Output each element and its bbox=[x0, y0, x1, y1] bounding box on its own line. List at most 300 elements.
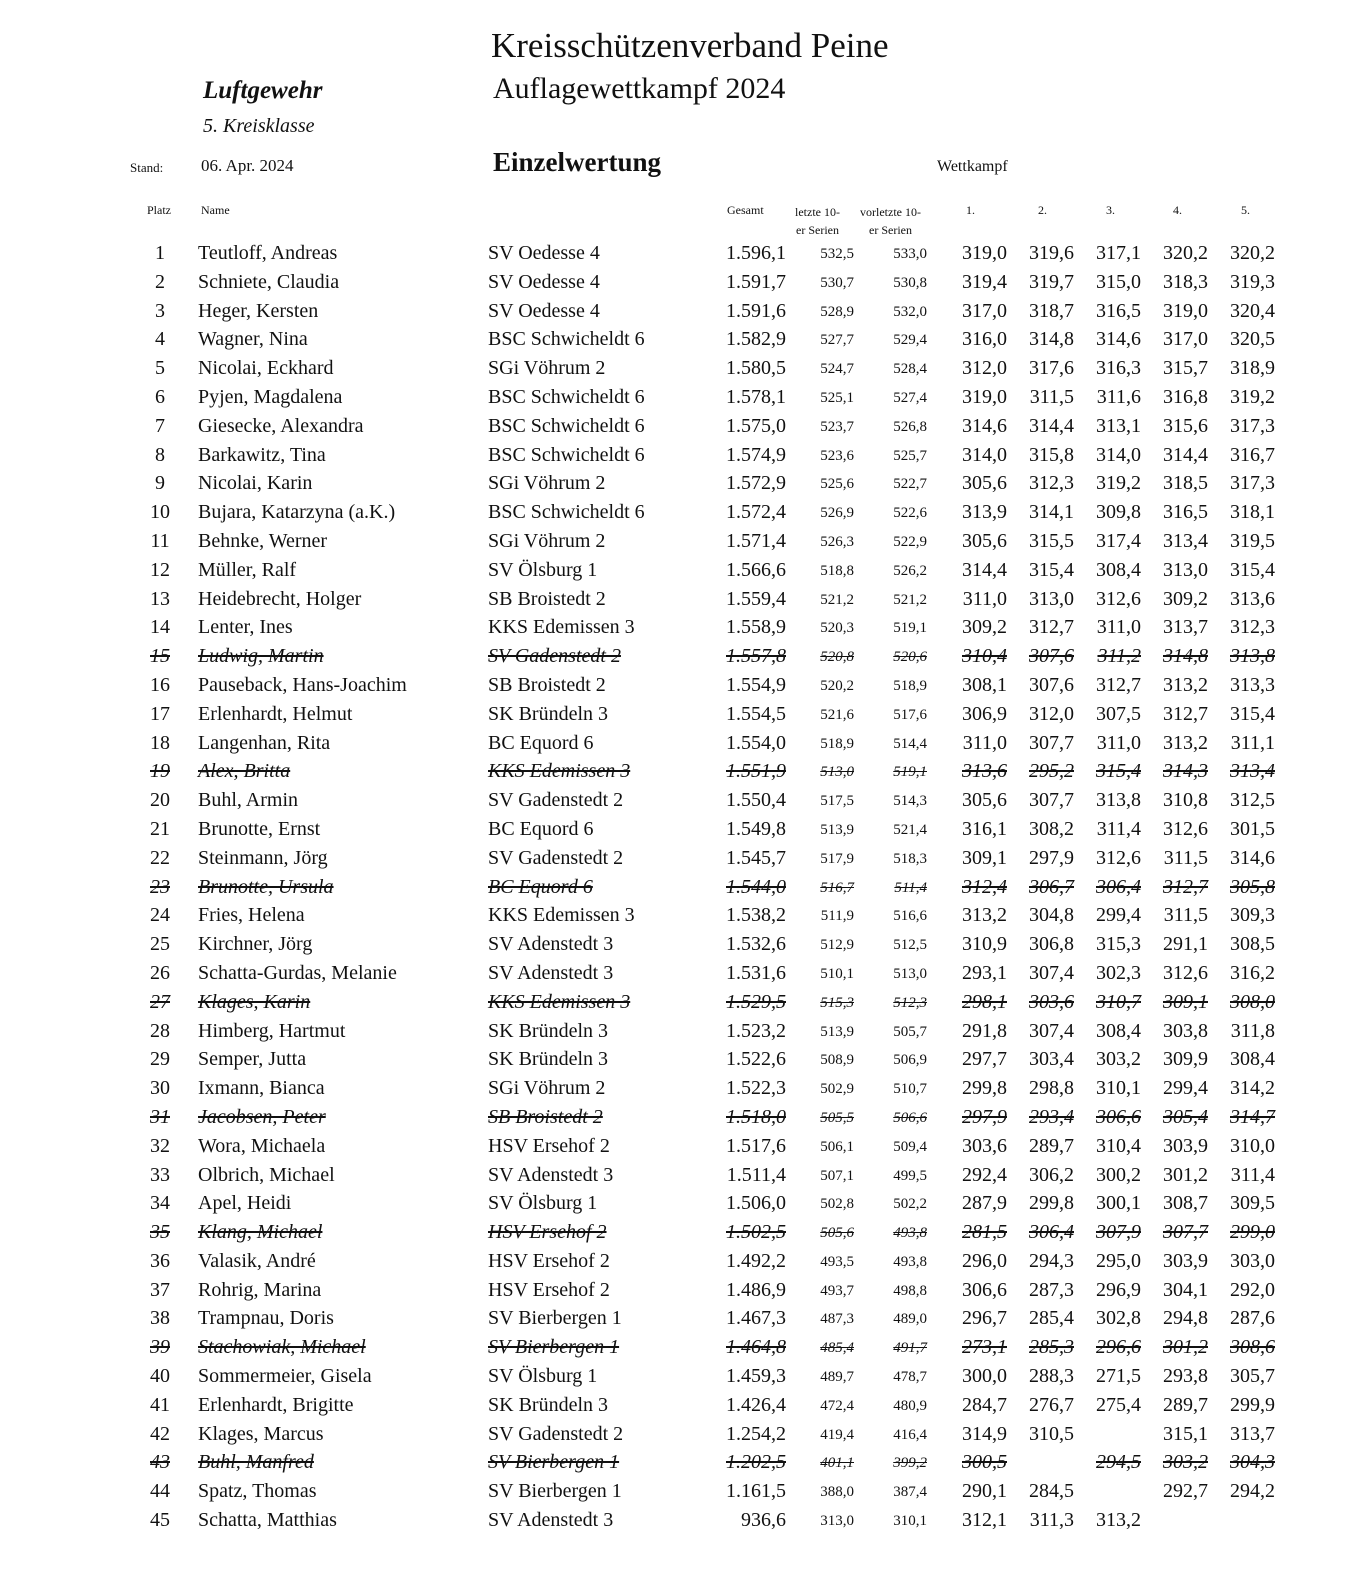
competition-5-cell: 313,3 bbox=[1230, 673, 1275, 696]
competition-5-cell: 311,8 bbox=[1230, 1019, 1275, 1042]
competition-2-cell: 312,3 bbox=[1029, 472, 1074, 495]
platz-cell: 22 bbox=[150, 846, 170, 869]
last-series-cell: 521,6 bbox=[820, 706, 854, 723]
name-cell: Stachowiak, Michael bbox=[198, 1336, 366, 1359]
table-row bbox=[0, 642, 1354, 671]
competition-4-cell: 289,7 bbox=[1163, 1393, 1208, 1416]
competition-5-cell: 287,6 bbox=[1230, 1307, 1275, 1330]
club-cell: SV Ölsburg 1 bbox=[488, 558, 598, 581]
platz-cell: 10 bbox=[150, 501, 170, 524]
platz-cell: 5 bbox=[155, 357, 165, 380]
competition-3-cell: 313,8 bbox=[1096, 789, 1141, 812]
platz-cell: 26 bbox=[150, 961, 170, 984]
competition-2-cell: 284,5 bbox=[1029, 1480, 1074, 1503]
last-series-cell: 401,1 bbox=[820, 1455, 854, 1472]
competition-5-cell: 303,0 bbox=[1230, 1249, 1275, 1272]
competition-1-cell: 300,0 bbox=[962, 1365, 1007, 1388]
last-series-cell: 507,1 bbox=[820, 1167, 854, 1184]
last-series-cell: 513,9 bbox=[820, 1023, 854, 1040]
competition-2-cell: 311,5 bbox=[1029, 385, 1074, 408]
second-last-series-cell: 522,7 bbox=[893, 476, 927, 493]
name-cell: Langenhan, Rita bbox=[198, 731, 331, 754]
competition-1-cell: 303,6 bbox=[962, 1134, 1007, 1157]
competition-3-cell: 306,6 bbox=[1096, 1105, 1141, 1128]
club-cell: SV Oedesse 4 bbox=[488, 242, 600, 264]
second-last-series-cell: 491,7 bbox=[893, 1340, 927, 1357]
club-cell: BC Equord 6 bbox=[488, 731, 594, 754]
name-cell: Ludwig, Martin bbox=[198, 645, 324, 668]
table-row bbox=[0, 297, 1354, 326]
platz-cell: 35 bbox=[150, 1221, 170, 1244]
competition-4-cell: 307,7 bbox=[1163, 1221, 1208, 1244]
name-cell: Teutloff, Andreas bbox=[198, 242, 338, 264]
wettkampf-label: Wettkampf bbox=[937, 158, 1008, 175]
second-last-series-cell: 387,4 bbox=[893, 1484, 927, 1501]
competition-2-cell: 315,4 bbox=[1029, 558, 1074, 581]
competition-5-cell: 320,5 bbox=[1230, 328, 1275, 351]
name-cell: Behnke, Werner bbox=[198, 529, 328, 552]
table-row bbox=[0, 1304, 1354, 1333]
document-title: Kreisschützenverband Peine bbox=[491, 26, 889, 65]
competition-5-cell: 317,3 bbox=[1230, 472, 1275, 495]
competition-3-cell: 303,2 bbox=[1096, 1048, 1141, 1071]
competition-3-cell: 311,4 bbox=[1096, 817, 1141, 840]
competition-3-cell: 300,2 bbox=[1096, 1163, 1141, 1186]
total-cell: 1.202,5 bbox=[726, 1451, 786, 1474]
competition-4-cell: 292,7 bbox=[1163, 1480, 1208, 1503]
table-row bbox=[0, 729, 1354, 758]
platz-cell: 21 bbox=[150, 817, 170, 840]
competition-2-cell: 313,0 bbox=[1029, 587, 1074, 610]
platz-cell: 44 bbox=[150, 1480, 170, 1503]
competition-3-cell: 315,0 bbox=[1096, 270, 1141, 293]
competition-4-cell: 301,2 bbox=[1163, 1336, 1208, 1359]
platz-cell: 17 bbox=[150, 702, 170, 725]
second-last-series-cell: 526,2 bbox=[893, 562, 927, 579]
last-series-cell: 502,8 bbox=[820, 1196, 854, 1213]
last-series-cell: 523,6 bbox=[820, 447, 854, 464]
competition-1-cell: 308,1 bbox=[962, 673, 1007, 696]
last-series-cell: 526,3 bbox=[820, 533, 854, 550]
competition-1-cell: 311,0 bbox=[962, 587, 1007, 610]
competition-2-cell: 319,7 bbox=[1029, 270, 1074, 293]
second-last-series-cell: 506,6 bbox=[893, 1109, 927, 1126]
name-cell: Nicolai, Karin bbox=[198, 472, 313, 495]
total-cell: 1.596,1 bbox=[726, 242, 786, 264]
second-last-series-cell: 513,0 bbox=[893, 965, 927, 982]
platz-cell: 39 bbox=[150, 1336, 170, 1359]
competition-3-cell: 315,3 bbox=[1096, 933, 1141, 956]
total-cell: 1.467,3 bbox=[726, 1307, 786, 1330]
platz-cell: 15 bbox=[150, 645, 170, 668]
name-cell: Klages, Karin bbox=[198, 990, 311, 1013]
total-cell: 1.554,9 bbox=[726, 673, 786, 696]
total-cell: 1.532,6 bbox=[726, 933, 786, 956]
name-cell: Apel, Heidi bbox=[198, 1192, 292, 1215]
competition-1-cell: 298,1 bbox=[962, 990, 1007, 1013]
competition-1-cell: 297,9 bbox=[962, 1105, 1007, 1128]
name-cell: Semper, Jutta bbox=[198, 1048, 307, 1071]
platz-cell: 12 bbox=[150, 558, 170, 581]
competition-4-cell: 303,8 bbox=[1163, 1019, 1208, 1042]
competition-4-cell: 311,5 bbox=[1163, 904, 1208, 927]
total-cell: 1.529,5 bbox=[726, 990, 786, 1013]
club-cell: SB Broistedt 2 bbox=[488, 587, 606, 610]
club-cell: SV Oedesse 4 bbox=[488, 299, 600, 322]
competition-5-cell: 311,1 bbox=[1230, 731, 1275, 754]
competition-3-cell: 307,9 bbox=[1096, 1221, 1141, 1244]
competition-2-cell: 307,4 bbox=[1029, 1019, 1074, 1042]
club-cell: HSV Ersehof 2 bbox=[488, 1134, 610, 1157]
competition-3-cell: 302,8 bbox=[1096, 1307, 1141, 1330]
competition-4-cell: 314,8 bbox=[1163, 645, 1208, 668]
second-last-series-cell: 530,8 bbox=[893, 274, 927, 291]
competition-4-cell: 310,8 bbox=[1163, 789, 1208, 812]
second-last-series-cell: 510,7 bbox=[893, 1081, 927, 1098]
total-cell: 1.554,5 bbox=[726, 702, 786, 725]
club-cell: BC Equord 6 bbox=[488, 817, 594, 840]
competition-4-cell: 303,9 bbox=[1163, 1249, 1208, 1272]
competition-1-cell: 306,9 bbox=[962, 702, 1007, 725]
last-series-cell: 525,6 bbox=[820, 476, 854, 493]
total-cell: 1.574,9 bbox=[726, 443, 786, 466]
name-cell: Bujara, Katarzyna (a.K.) bbox=[198, 501, 396, 524]
competition-3-cell: 311,0 bbox=[1096, 731, 1141, 754]
last-series-cell: 506,1 bbox=[820, 1138, 854, 1155]
competition-4-cell: 309,1 bbox=[1163, 990, 1208, 1013]
competition-5-cell: 316,2 bbox=[1230, 961, 1275, 984]
club-cell: SV Gadenstedt 2 bbox=[488, 1422, 624, 1445]
competition-1-cell: 310,9 bbox=[962, 933, 1007, 956]
competition-4-cell: 316,8 bbox=[1163, 385, 1208, 408]
club-cell: SV Bierbergen 1 bbox=[488, 1307, 622, 1330]
total-cell: 1.557,8 bbox=[726, 645, 786, 668]
platz-cell: 16 bbox=[150, 673, 170, 696]
competition-1-cell: 319,4 bbox=[962, 270, 1007, 293]
competition-2-cell: 306,8 bbox=[1029, 933, 1074, 956]
platz-cell: 28 bbox=[150, 1019, 170, 1042]
competition-3-cell: 296,9 bbox=[1096, 1278, 1141, 1301]
club-cell: SGi Vöhrum 2 bbox=[488, 357, 606, 380]
club-cell: SK Bründeln 3 bbox=[488, 1048, 608, 1071]
competition-2-cell: 285,4 bbox=[1029, 1307, 1074, 1330]
total-cell: 1.531,6 bbox=[726, 961, 786, 984]
competition-1-cell: 312,0 bbox=[962, 357, 1007, 380]
platz-cell: 40 bbox=[150, 1365, 170, 1388]
competition-1-cell: 319,0 bbox=[962, 242, 1007, 264]
competition-2-cell: 319,6 bbox=[1029, 242, 1074, 264]
table-row bbox=[0, 1276, 1354, 1305]
competition-2-cell: 310,5 bbox=[1029, 1422, 1074, 1445]
competition-1-cell: 311,0 bbox=[962, 731, 1007, 754]
competition-4-cell: 309,2 bbox=[1163, 587, 1208, 610]
total-cell: 1.161,5 bbox=[726, 1480, 786, 1503]
table-row bbox=[0, 1132, 1354, 1161]
competition-4-cell: 312,6 bbox=[1163, 817, 1208, 840]
name-cell: Lenter, Ines bbox=[198, 616, 293, 639]
competition-2-cell: 295,2 bbox=[1029, 760, 1074, 783]
competition-2-cell: 303,4 bbox=[1029, 1048, 1074, 1071]
competition-2-cell: 289,7 bbox=[1029, 1134, 1074, 1157]
competition-4-cell: 313,2 bbox=[1163, 731, 1208, 754]
competition-3-cell: 302,3 bbox=[1096, 961, 1141, 984]
competition-5-cell: 317,3 bbox=[1230, 414, 1275, 437]
total-cell: 1.549,8 bbox=[726, 817, 786, 840]
table-row bbox=[0, 412, 1354, 441]
table-row bbox=[0, 1333, 1354, 1362]
competition-5-cell: 314,7 bbox=[1230, 1105, 1275, 1128]
second-last-series-cell: 478,7 bbox=[893, 1369, 927, 1386]
col-header-w5: 5. bbox=[1241, 203, 1250, 217]
competition-1-cell: 296,7 bbox=[962, 1307, 1007, 1330]
name-cell: Pyjen, Magdalena bbox=[198, 385, 343, 408]
platz-cell: 38 bbox=[150, 1307, 170, 1330]
competition-3-cell: 300,1 bbox=[1096, 1192, 1141, 1215]
club-cell: HSV Ersehof 2 bbox=[488, 1278, 610, 1301]
second-last-series-cell: 502,2 bbox=[893, 1196, 927, 1213]
competition-4-cell: 320,2 bbox=[1163, 242, 1208, 264]
competition-2-cell: 293,4 bbox=[1029, 1105, 1074, 1128]
second-last-series-cell: 521,2 bbox=[893, 591, 927, 608]
col-header-vorletzte-line2: er Serien bbox=[869, 223, 912, 237]
table-row bbox=[0, 930, 1354, 959]
name-cell: Brunotte, Ursula bbox=[198, 875, 334, 898]
table-row bbox=[0, 844, 1354, 873]
table-row bbox=[0, 1247, 1354, 1276]
second-last-series-cell: 520,6 bbox=[893, 649, 927, 666]
col-header-w3: 3. bbox=[1106, 203, 1115, 217]
name-cell: Klang, Michael bbox=[198, 1221, 323, 1244]
competition-1-cell: 273,1 bbox=[962, 1336, 1007, 1359]
competition-1-cell: 313,2 bbox=[962, 904, 1007, 927]
competition-2-cell: 276,7 bbox=[1029, 1393, 1074, 1416]
competition-1-cell: 284,7 bbox=[962, 1393, 1007, 1416]
competition-4-cell: 301,2 bbox=[1163, 1163, 1208, 1186]
competition-5-cell: 294,2 bbox=[1230, 1480, 1275, 1503]
second-last-series-cell: 529,4 bbox=[893, 332, 927, 349]
platz-cell: 1 bbox=[155, 242, 165, 264]
name-cell: Schatta, Matthias bbox=[198, 1509, 337, 1532]
total-cell: 1.559,4 bbox=[726, 587, 786, 610]
second-last-series-cell: 499,5 bbox=[893, 1167, 927, 1184]
club-cell: SGi Vöhrum 2 bbox=[488, 472, 606, 495]
competition-4-cell: 315,6 bbox=[1163, 414, 1208, 437]
second-last-series-cell: 505,7 bbox=[893, 1023, 927, 1040]
competition-3-cell: 316,5 bbox=[1096, 299, 1141, 322]
club-cell: BSC Schwicheldt 6 bbox=[488, 328, 645, 351]
table-row bbox=[0, 613, 1354, 642]
platz-cell: 33 bbox=[150, 1163, 170, 1186]
table-row bbox=[0, 757, 1354, 786]
competition-5-cell: 315,4 bbox=[1230, 558, 1275, 581]
competition-2-cell: 297,9 bbox=[1029, 846, 1074, 869]
competition-4-cell: 317,0 bbox=[1163, 328, 1208, 351]
name-cell: Himberg, Hartmut bbox=[198, 1019, 346, 1042]
competition-3-cell: 317,1 bbox=[1096, 242, 1141, 264]
competition-4-cell: 312,7 bbox=[1163, 702, 1208, 725]
competition-3-cell: 275,4 bbox=[1096, 1393, 1141, 1416]
total-cell: 1.575,0 bbox=[726, 414, 786, 437]
club-cell: SV Adenstedt 3 bbox=[488, 933, 614, 956]
name-cell: Olbrich, Michael bbox=[198, 1163, 335, 1186]
competition-3-cell: 306,4 bbox=[1096, 875, 1141, 898]
last-series-cell: 472,4 bbox=[820, 1397, 854, 1414]
table-row bbox=[0, 1074, 1354, 1103]
club-cell: SK Bründeln 3 bbox=[488, 1019, 608, 1042]
stand-date: 06. Apr. 2024 bbox=[201, 156, 294, 175]
competition-3-cell: 271,5 bbox=[1096, 1365, 1141, 1388]
competition-1-cell: 309,2 bbox=[962, 616, 1007, 639]
competition-3-cell: 312,6 bbox=[1096, 846, 1141, 869]
last-series-cell: 505,5 bbox=[820, 1109, 854, 1126]
col-header-vorletzte-line1: vorletzte 10- bbox=[860, 205, 921, 219]
competition-5-cell: 313,7 bbox=[1230, 1422, 1275, 1445]
club-cell: SB Broistedt 2 bbox=[488, 1105, 603, 1128]
competition-4-cell: 319,0 bbox=[1163, 299, 1208, 322]
table-row bbox=[0, 1420, 1354, 1449]
competition-1-cell: 313,6 bbox=[962, 760, 1007, 783]
second-last-series-cell: 521,4 bbox=[893, 821, 927, 838]
last-series-cell: 487,3 bbox=[820, 1311, 854, 1328]
second-last-series-cell: 519,1 bbox=[893, 764, 927, 781]
competition-2-cell: 307,7 bbox=[1029, 789, 1074, 812]
second-last-series-cell: 512,5 bbox=[893, 937, 927, 954]
second-last-series-cell: 525,7 bbox=[893, 447, 927, 464]
last-series-cell: 526,9 bbox=[820, 505, 854, 522]
name-cell: Erlenhardt, Brigitte bbox=[198, 1393, 354, 1416]
club-cell: KKS Edemissen 3 bbox=[488, 760, 631, 783]
competition-5-cell: 310,0 bbox=[1230, 1134, 1275, 1157]
last-series-cell: 513,9 bbox=[820, 821, 854, 838]
second-last-series-cell: 522,9 bbox=[893, 533, 927, 550]
competition-2-cell: 315,5 bbox=[1029, 529, 1074, 552]
competition-3-cell: 308,4 bbox=[1096, 1019, 1141, 1042]
club-cell: SV Gadenstedt 2 bbox=[488, 645, 621, 668]
total-cell: 1.522,6 bbox=[726, 1048, 786, 1071]
competition-5-cell: 313,6 bbox=[1230, 587, 1275, 610]
last-series-cell: 523,7 bbox=[820, 418, 854, 435]
competition-5-cell: 315,4 bbox=[1230, 702, 1275, 725]
competition-1-cell: 291,8 bbox=[962, 1019, 1007, 1042]
last-series-cell: 493,5 bbox=[820, 1253, 854, 1270]
competition-2-cell: 299,8 bbox=[1029, 1192, 1074, 1215]
last-series-cell: 524,7 bbox=[820, 361, 854, 378]
table-row bbox=[0, 1448, 1354, 1477]
club-cell: BSC Schwicheldt 6 bbox=[488, 501, 645, 524]
platz-cell: 13 bbox=[150, 587, 170, 610]
total-cell: 1.506,0 bbox=[726, 1192, 786, 1215]
club-cell: SK Bründeln 3 bbox=[488, 1393, 608, 1416]
name-cell: Müller, Ralf bbox=[198, 558, 297, 581]
competition-2-cell: 312,0 bbox=[1029, 702, 1074, 725]
competition-1-cell: 314,4 bbox=[962, 558, 1007, 581]
competition-5-cell: 319,2 bbox=[1230, 385, 1275, 408]
club-cell: SK Bründeln 3 bbox=[488, 702, 608, 725]
competition-2-cell: 317,6 bbox=[1029, 357, 1074, 380]
competition-2-cell: 288,3 bbox=[1029, 1365, 1074, 1388]
name-cell: Heidebrecht, Holger bbox=[198, 587, 362, 610]
competition-1-cell: 293,1 bbox=[962, 961, 1007, 984]
table-row bbox=[0, 239, 1354, 268]
total-cell: 1.572,9 bbox=[726, 472, 786, 495]
competition-3-cell: 317,4 bbox=[1096, 529, 1141, 552]
competition-4-cell: 312,7 bbox=[1163, 875, 1208, 898]
name-cell: Ixmann, Bianca bbox=[198, 1077, 325, 1100]
last-series-cell: 513,0 bbox=[820, 764, 854, 781]
club-cell: SV Adenstedt 3 bbox=[488, 1163, 614, 1186]
col-header-w2: 2. bbox=[1038, 203, 1047, 217]
competition-1-cell: 292,4 bbox=[962, 1163, 1007, 1186]
competition-4-cell: 315,1 bbox=[1163, 1422, 1208, 1445]
competition-2-cell: 307,6 bbox=[1029, 645, 1074, 668]
competition-1-cell: 297,7 bbox=[962, 1048, 1007, 1071]
second-last-series-cell: 493,8 bbox=[893, 1253, 927, 1270]
competition-1-cell: 314,6 bbox=[962, 414, 1007, 437]
club-cell: SV Adenstedt 3 bbox=[488, 961, 614, 984]
competition-1-cell: 316,1 bbox=[962, 817, 1007, 840]
competition-5-cell: 308,6 bbox=[1230, 1336, 1275, 1359]
competition-4-cell: 305,4 bbox=[1163, 1105, 1208, 1128]
competition-5-cell: 316,7 bbox=[1230, 443, 1275, 466]
competition-2-cell: 312,7 bbox=[1029, 616, 1074, 639]
last-series-cell: 518,8 bbox=[820, 562, 854, 579]
club-cell: SV Bierbergen 1 bbox=[488, 1336, 620, 1359]
table-row bbox=[0, 959, 1354, 988]
competition-5-cell: 305,8 bbox=[1230, 875, 1275, 898]
competition-5-cell: 318,1 bbox=[1230, 501, 1275, 524]
table-row bbox=[0, 383, 1354, 412]
competition-1-cell: 305,6 bbox=[962, 529, 1007, 552]
competition-2-cell: 294,3 bbox=[1029, 1249, 1074, 1272]
second-last-series-cell: 527,4 bbox=[893, 389, 927, 406]
club-cell: KKS Edemissen 3 bbox=[488, 616, 635, 639]
last-series-cell: 528,9 bbox=[820, 303, 854, 320]
platz-cell: 36 bbox=[150, 1249, 170, 1272]
competition-3-cell: 314,6 bbox=[1096, 328, 1141, 351]
table-row bbox=[0, 1391, 1354, 1420]
col-header-platz: Platz bbox=[147, 203, 171, 217]
competition-2-cell: 306,7 bbox=[1029, 875, 1074, 898]
competition-2-cell: 307,6 bbox=[1029, 673, 1074, 696]
total-cell: 1.517,6 bbox=[726, 1134, 786, 1157]
club-cell: SV Ölsburg 1 bbox=[488, 1365, 598, 1388]
competition-1-cell: 281,5 bbox=[962, 1221, 1007, 1244]
table-row bbox=[0, 1477, 1354, 1506]
name-cell: Barkawitz, Tina bbox=[198, 443, 326, 466]
competition-2-cell: 314,8 bbox=[1029, 328, 1074, 351]
competition-2-cell: 298,8 bbox=[1029, 1077, 1074, 1100]
competition-5-cell: 314,2 bbox=[1230, 1077, 1275, 1100]
last-series-cell: 511,9 bbox=[820, 908, 854, 925]
second-last-series-cell: 506,9 bbox=[893, 1052, 927, 1069]
club-cell: BSC Schwicheldt 6 bbox=[488, 443, 645, 466]
last-series-cell: 520,2 bbox=[820, 677, 854, 694]
competition-2-cell: 307,7 bbox=[1029, 731, 1074, 754]
last-series-cell: 517,5 bbox=[820, 793, 854, 810]
competition-5-cell: 320,4 bbox=[1230, 299, 1275, 322]
competition-4-cell: 309,9 bbox=[1163, 1048, 1208, 1071]
table-row bbox=[0, 268, 1354, 297]
competition-5-cell: 299,9 bbox=[1230, 1393, 1275, 1416]
competition-4-cell: 299,4 bbox=[1163, 1077, 1208, 1100]
second-last-series-cell: 493,8 bbox=[893, 1225, 927, 1242]
club-cell: SV Gadenstedt 2 bbox=[488, 789, 624, 812]
competition-1-cell: 314,9 bbox=[962, 1422, 1007, 1445]
competition-3-cell: 310,1 bbox=[1096, 1077, 1141, 1100]
table-row bbox=[0, 325, 1354, 354]
club-cell: SGi Vöhrum 2 bbox=[488, 1077, 606, 1100]
stand-label: Stand: bbox=[130, 160, 164, 175]
